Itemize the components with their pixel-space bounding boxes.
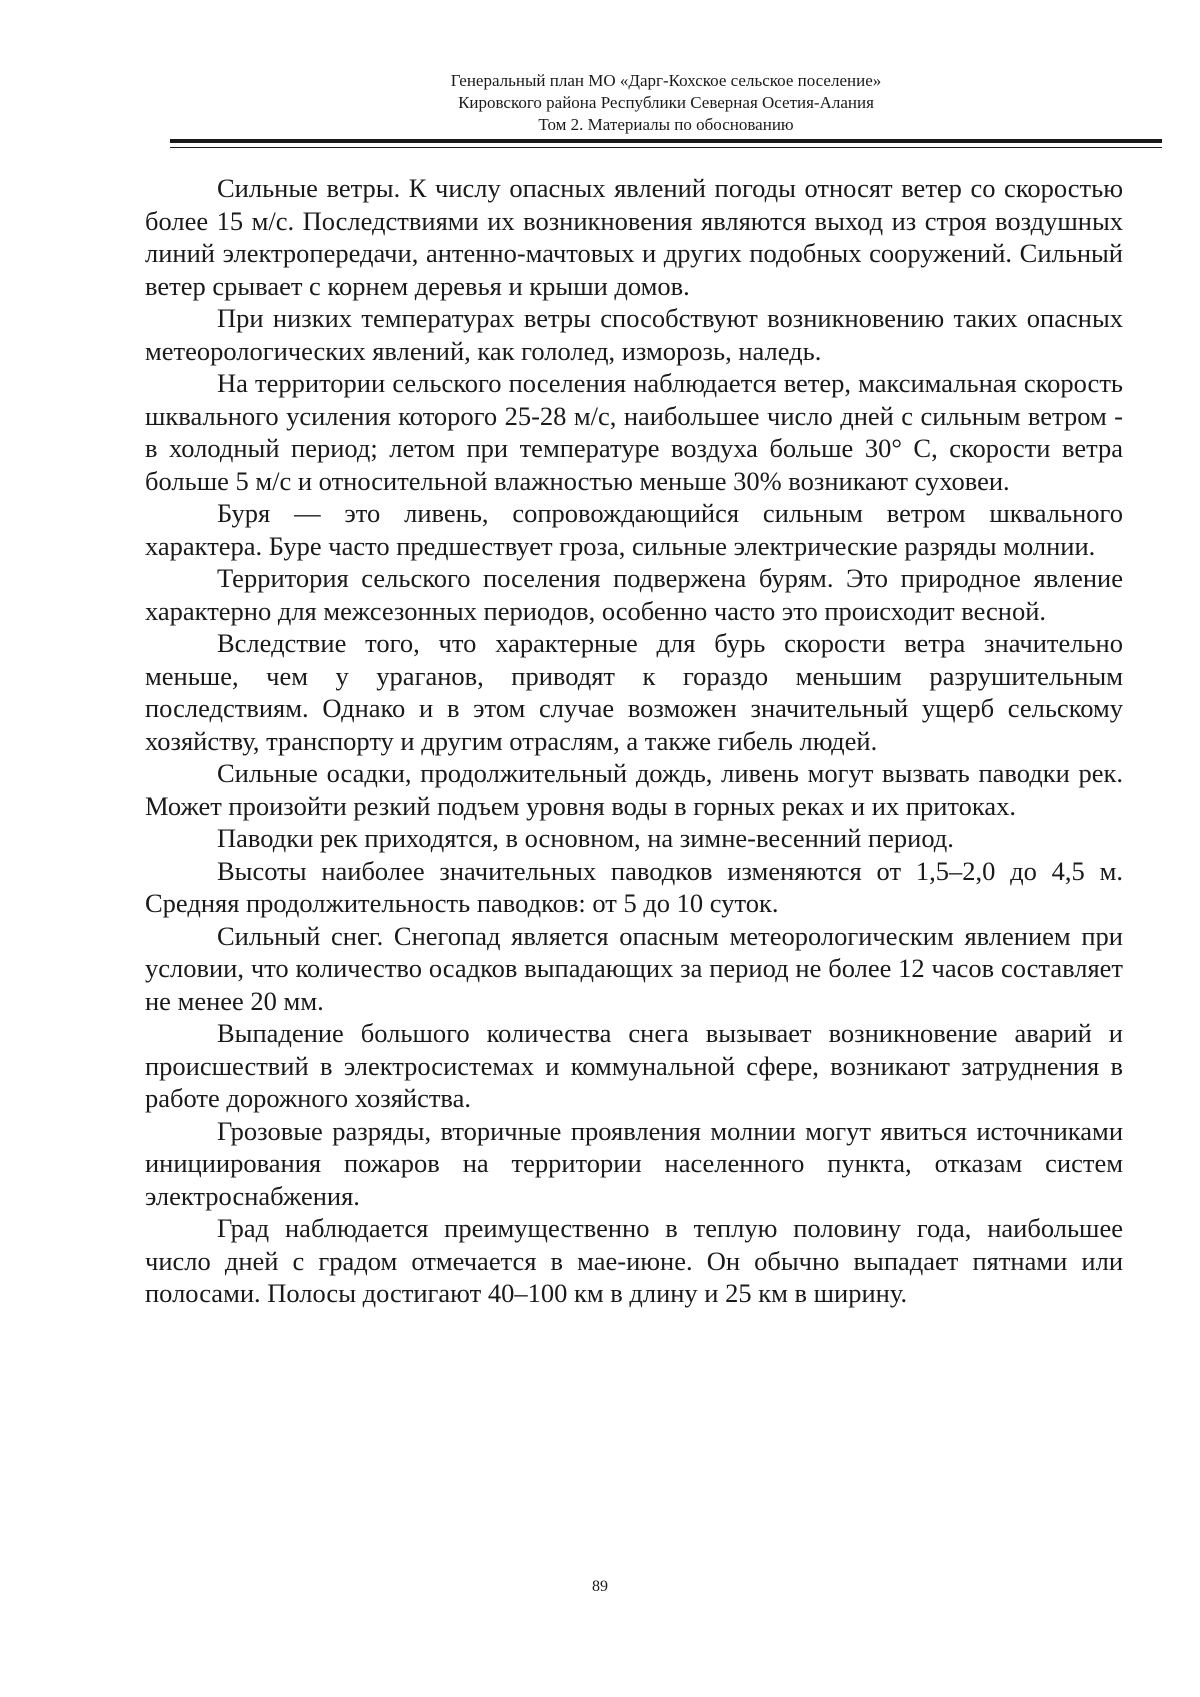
paragraph-snow-consequences: Выпадение большого количества снега вызывает возникновение аварий и происшествий в электросистемах и коммунальной сфере, возникают затруднения в работе дорожного хозяйства. xyxy=(145,1018,1123,1113)
header-title-line: Генеральный план МО «Дарг-Кохское сельское поселение» xyxy=(450,71,882,90)
paragraph-flood-heights: Высоты наиболее значительных паводков изменяются от 1,5–2,0 до 4,5 м. Средняя продолжительность паводков: от 5 до 10 суток. xyxy=(145,855,1123,918)
header-volume-line: Том 2. Материалы по обоснованию xyxy=(538,115,794,134)
paragraph-flood-season: Паводки рек приходятся, в основном, на зимне-весенний период. xyxy=(217,823,954,853)
paragraph-heavy-precipitation: Сильные осадки, продолжительный дождь, ливень могут вызвать паводки рек. Может произойти резкий подъем уровня воды в горных реках и их притоках. xyxy=(145,758,1123,821)
paragraph-strong-winds: Сильные ветры. К числу опасных явлений погоды относят ветер со скоростью более 15 м/с. Последствиями их возникновения являются выход из строя воздушных линий электропередачи, антенно-мачтовых и других подобных сооружений. Сильный ветер срывает с корнем деревья и крыши домов. xyxy=(145,173,1123,301)
paragraph-heavy-snow: Сильный снег. Снегопад является опасным метеорологическим явлением при условии, что количество осадков выпадающих за период не более 12 часов составляет не менее 20 мм. xyxy=(145,920,1123,1016)
header-region-line: Кировского района Республики Северная Осетия-Алания xyxy=(458,93,874,112)
paragraph-storm-definition: Буря — это ливень, сопровождающийся сильным ветром шквального характера. Буре часто предшествует гроза, сильные электрические разряды молнии. xyxy=(145,498,1123,561)
header-rule-thick xyxy=(170,139,1162,143)
document-header xyxy=(170,70,1162,136)
header-rule-thin xyxy=(170,147,1162,148)
paragraph-hail: Град наблюдается преимущественно в теплую половину года, наибольшее число дней с градом отмечается в мае-июне. Он обычно выпадает пятнами или полосами. Полосы достигают 40–100 км в длину и 25 км в ширину. xyxy=(145,1213,1123,1308)
paragraph-low-temperature-winds: При низких температурах ветры способствуют возникновению таких опасных метеорологических явлений, как гололед, изморозь, наледь. xyxy=(145,303,1123,366)
body-text xyxy=(145,172,1123,1310)
paragraph-lightning: Грозовые разряды, вторичные проявления молнии могут явиться источниками инициирования пожаров на территории населенного пункта, отказам систем электроснабжения. xyxy=(145,1115,1123,1211)
paragraph-storm-consequences: Вследствие того, что характерные для бурь скорости ветра значительно меньше, чем у ураганов, приводят к гораздо меньшим разрушительным последствиям. Однако и в этом случае возможен значительный ущерб сельскому хозяйству, транспорту и другим отраслям, а также гибель людей. xyxy=(145,628,1123,756)
page-number: 89 xyxy=(592,1578,608,1595)
paragraph-local-wind: На территории сельского поселения наблюдается ветер, максимальная скорость шквального усиления которого 25-28 м/с, наибольшее число дней с сильным ветром - в холодный период; летом при температуре воздуха больше 30° С, скорости ветра больше 5 м/с и относительной влажностью меньше 30% возникают суховеи. xyxy=(145,368,1123,496)
paragraph-storm-exposure: Территория сельского поселения подвержена бурям. Это природное явление характерно для межсезонных периодов, особенно часто это происходит весной. xyxy=(145,563,1123,626)
